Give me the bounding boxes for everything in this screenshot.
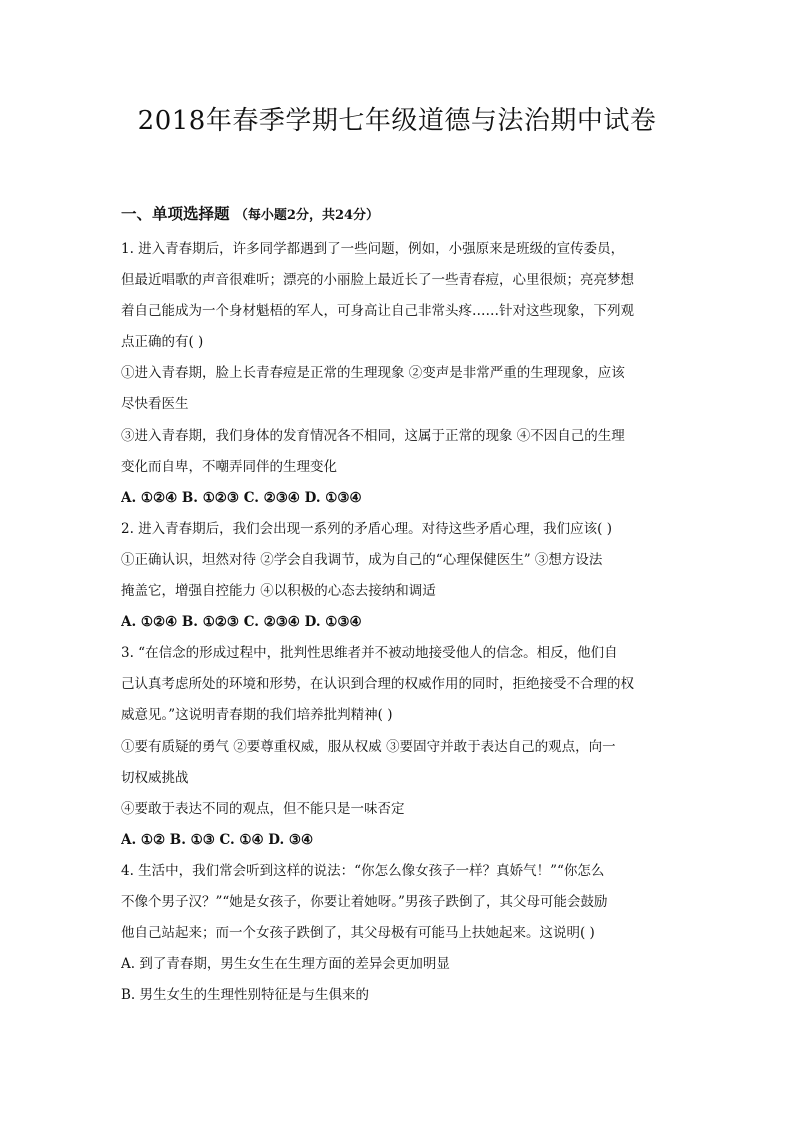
text-line: ③进入青春期，我们身体的发育情况各不相同，这属于正常的现象 ④不因自己的生理 — [121, 427, 625, 444]
answer-option: A. 到了青春期，男生女生在生理方面的差异会更加明显 — [121, 956, 450, 973]
text-line: 变化而自卑，不嘲弄同伴的生理变化 — [121, 458, 337, 475]
text-line: 3. “在信念的形成过程中，批判性思维者并不被动地接受他人的信念。相反，他们自 — [121, 645, 618, 662]
text-line: 2. 进入青春期后，我们会出现一系列的矛盾心理。对待这些矛盾心理，我们应该( ) — [121, 520, 612, 537]
text-line: 尽快看医生 — [121, 396, 189, 413]
answer-option: B. 男生女生的生理性别特征是与生俱来的 — [121, 987, 370, 1004]
text-line: 己认真考虑所处的环境和形势，在认识到合理的权威作用的同时，拒绝接受不合理的权 — [121, 676, 634, 693]
text-line: ④要敢于表达不同的观点，但不能只是一味否定 — [121, 800, 405, 817]
text-line: 点正确的有( ) — [121, 334, 204, 351]
question-body — [121, 234, 681, 1011]
text-line: ①正确认识，坦然对待 ②学会自我调节，成为自己的“心理保健医生” ③想方设法 — [121, 551, 603, 568]
text-line: 但最近唱歌的声音很难听；漂亮的小丽脸上最近长了一些青春痘，心里很烦；亮亮梦想 — [121, 272, 634, 289]
text-line: 切权威挑战 — [121, 769, 189, 786]
text-line: 4. 生活中，我们常会听到这样的说法：“你怎么像女孩子一样？真娇气！”“你怎么 — [121, 862, 605, 879]
text-line: 掩盖它，增强自控能力 ④以积极的心态去接纳和调适 — [121, 583, 436, 600]
section-note: （每小题2分，共24分） — [234, 208, 380, 223]
section-heading — [121, 202, 379, 224]
answer-options: A. ①②④ B. ①②③ C. ②③④ D. ①③④ — [121, 614, 362, 631]
answer-options: A. ①②④ B. ①②③ C. ②③④ D. ①③④ — [121, 489, 362, 506]
text-line: 威意见。”这说明青春期的我们培养批判精神( ) — [121, 707, 393, 724]
text-line: 不像个男子汉？”“她是女孩子，你要让着她呀。”男孩子跌倒了，其父母可能会鼓励 — [121, 893, 608, 910]
text-line: ①进入青春期，脸上长青春痘是正常的生理现象 ②变声是非常严重的生理现象，应该 — [121, 365, 625, 382]
section-title: 一、单项选择题 — [121, 204, 230, 223]
text-line: ①要有质疑的勇气 ②要尊重权威，服从权威 ③要固守并敢于表达自己的观点，向一 — [121, 738, 616, 755]
text-line: 他自己站起来；而一个女孩子跌倒了，其父母极有可能马上扶她起来。这说明( ) — [121, 925, 595, 942]
text-line: 着自己能成为一个身材魁梧的军人，可身高让自己非常头疼……针对这些现象，下列观 — [121, 303, 634, 320]
answer-options: A. ①② B. ①③ C. ①④ D. ③④ — [121, 831, 314, 848]
page-title: 2018年春季学期七年级道德与法治期中试卷 — [137, 106, 657, 136]
text-line: 1. 进入青春期后，许多同学都遇到了一些问题，例如，小强原来是班级的宣传委员， — [121, 241, 625, 257]
